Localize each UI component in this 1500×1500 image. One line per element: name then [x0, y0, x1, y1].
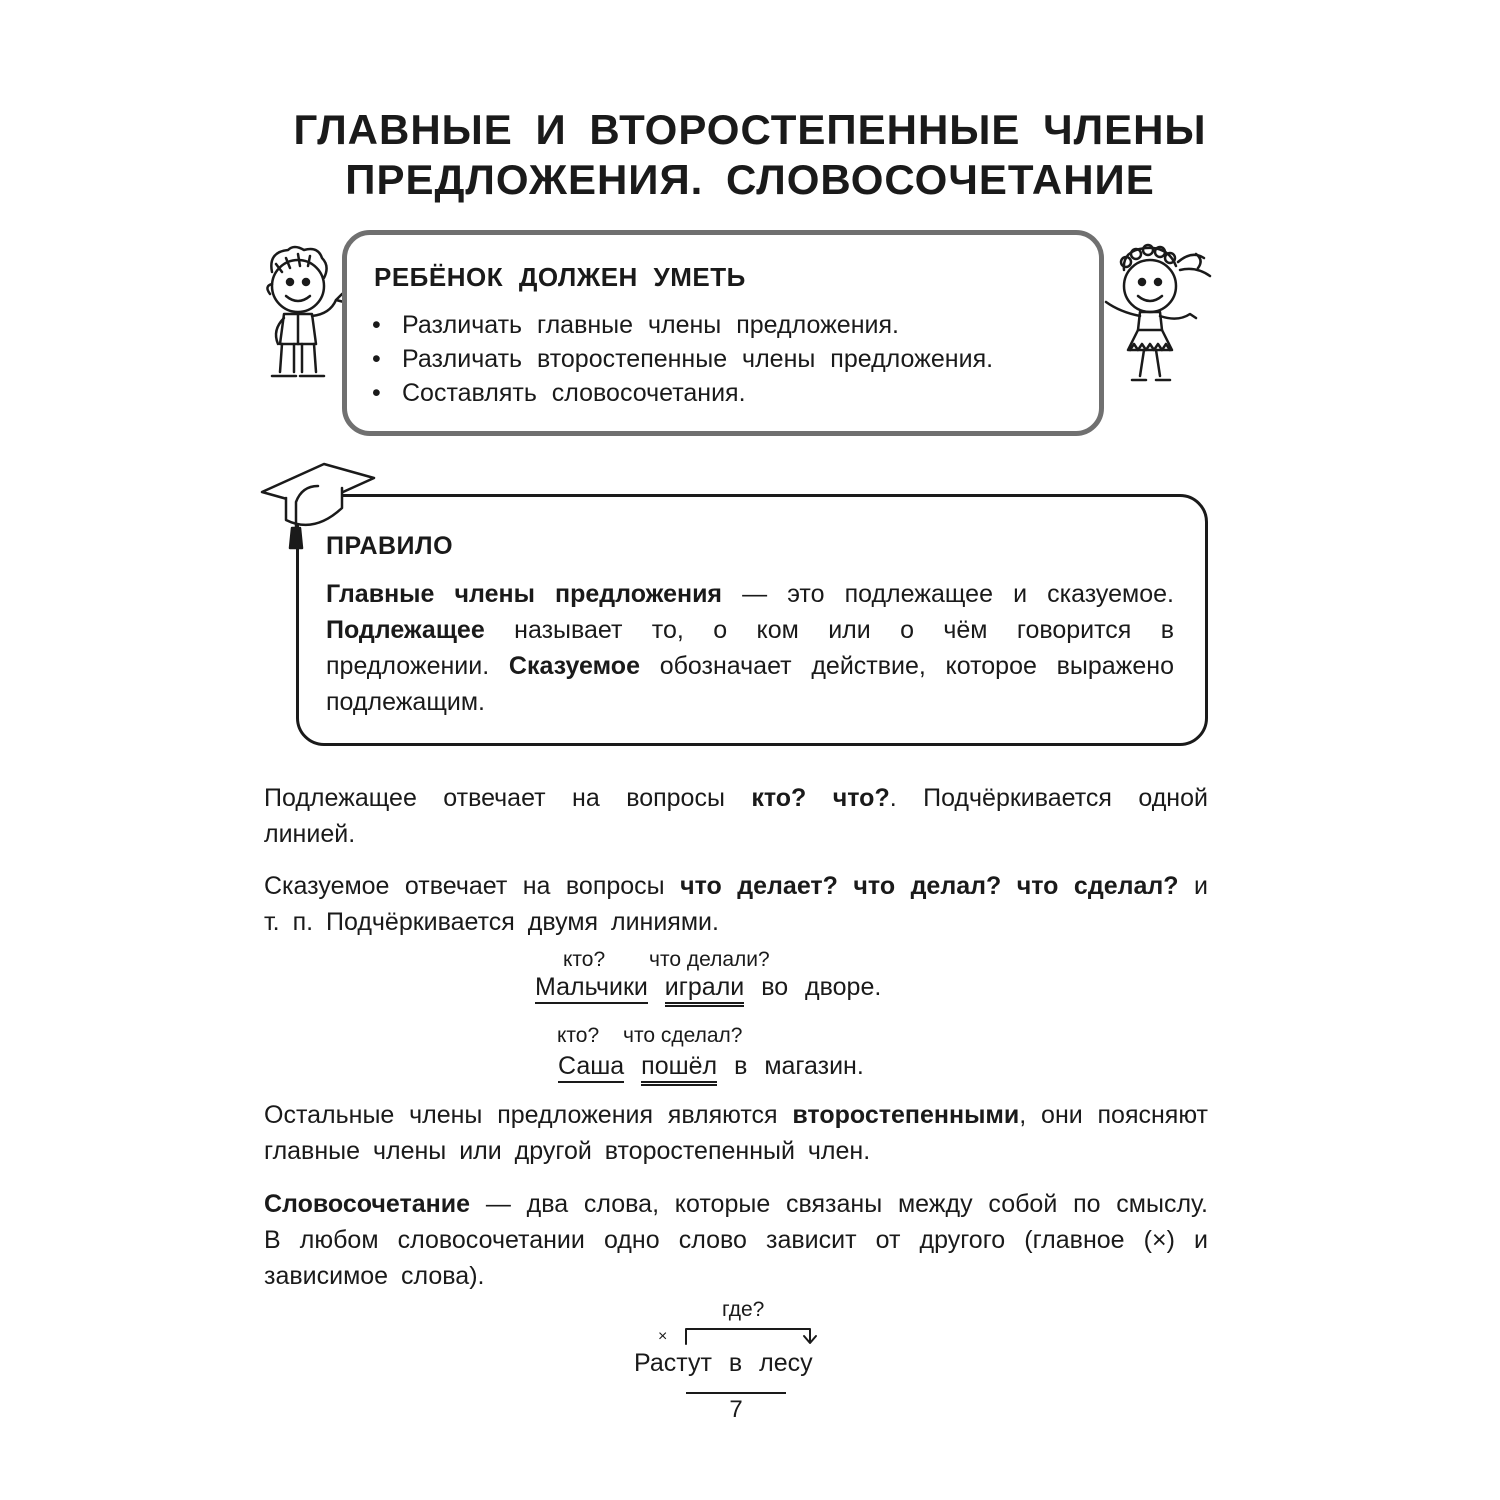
rule-text-part: — это подлежащее и сказуемое. [722, 580, 1174, 608]
phrase-paragraph [264, 1186, 1208, 1294]
paragraph-text: . Подчёркивается одной линией. [264, 784, 1208, 848]
example1-question-subject: кто? [563, 948, 606, 971]
rule-text [326, 576, 1174, 720]
rule-term-predicate: Сказуемое [508, 652, 640, 680]
skills-list-item: • Различать второстепенные члены предложения. [372, 345, 994, 373]
dependency-arrow [680, 1326, 820, 1348]
rule-heading: ПРАВИЛО [326, 532, 454, 560]
subject-paragraph [264, 780, 1208, 852]
phrase-main-word: Растут [634, 1349, 712, 1377]
example2-predicate: пошёл [641, 1052, 717, 1086]
phrase-term: Словосочетание [264, 1190, 471, 1218]
rule-term-main-members: Главные члены предложения [326, 580, 723, 608]
main-word-mark: × [658, 1328, 668, 1345]
secondary-members-paragraph [264, 1097, 1208, 1169]
girl-illustration [1100, 240, 1218, 386]
skills-list [372, 308, 993, 410]
paragraph-text: Остальные члены предложения являются [264, 1101, 793, 1129]
subject-questions: кто? что? [751, 784, 890, 812]
example1-predicate: играли [665, 973, 744, 1007]
paragraph-text: — два слова, которые связаны между собой по смыслу. В любом словосочетании одно слово зависит от другого (главное (×) и зависимое слова). [264, 1190, 1208, 1290]
example2-rest: в магазин. [734, 1052, 864, 1080]
page-number-rule [686, 1392, 786, 1394]
example2-subject: Саша [558, 1052, 624, 1083]
skills-list-item-text: Различать главные члены предложения. [402, 311, 899, 339]
example2-question-subject: кто? [557, 1024, 600, 1047]
predicate-paragraph [264, 868, 1208, 940]
secondary-term: второстепенными [792, 1101, 1020, 1129]
skills-list-item-text: Составлять словосочетания. [402, 379, 746, 407]
rule-text-part: называет то, о ком или о чём говорится в предложении. [326, 616, 1174, 680]
predicate-questions: что делает? что делал? что сделал? [680, 872, 1179, 900]
page-number: 7 [729, 1396, 743, 1423]
skills-list-item: • Составлять словосочетания. [372, 379, 746, 407]
phrase-preposition: в [728, 1349, 743, 1377]
phrase-dependent-word: лесу [759, 1349, 813, 1377]
example1-rest: во дворе. [761, 973, 882, 1001]
page-title-line2: ПРЕДЛОЖЕНИЯ. СЛОВОСОЧЕТАНИЕ [345, 156, 1155, 203]
example1-question-predicate: что делали? [649, 948, 770, 971]
rule-text-part: обозначает действие, которое выражено подлежащим. [326, 652, 1174, 716]
skills-heading: РЕБЁНОК ДОЛЖЕН УМЕТЬ [374, 262, 746, 292]
page-title-line1: ГЛАВНЫЕ И ВТОРОСТЕПЕННЫЕ ЧЛЕНЫ [293, 106, 1207, 153]
boy-illustration [258, 244, 350, 384]
example1-sentence [535, 973, 881, 1002]
skills-list-item: • Различать главные члены предложения. [372, 311, 899, 339]
example2-question-predicate: что сделал? [623, 1024, 743, 1047]
page-title [0, 105, 1500, 205]
example1-subject: Мальчики [535, 973, 648, 1004]
example2-sentence [558, 1052, 864, 1081]
phrase-example [634, 1349, 813, 1378]
paragraph-text: , они поясняют главные члены или другой второстепенный член. [264, 1101, 1208, 1165]
paragraph-text: и т. п. Подчёркивается двумя линиями. [264, 872, 1208, 936]
skills-list-item-text: Различать второстепенные члены предложения. [402, 345, 994, 373]
phrase-question: где? [722, 1298, 765, 1321]
paragraph-text: Сказуемое отвечает на вопросы [264, 872, 681, 900]
paragraph-text: Подлежащее отвечает на вопросы [264, 784, 752, 812]
rule-term-subject: Подлежащее [326, 616, 485, 644]
